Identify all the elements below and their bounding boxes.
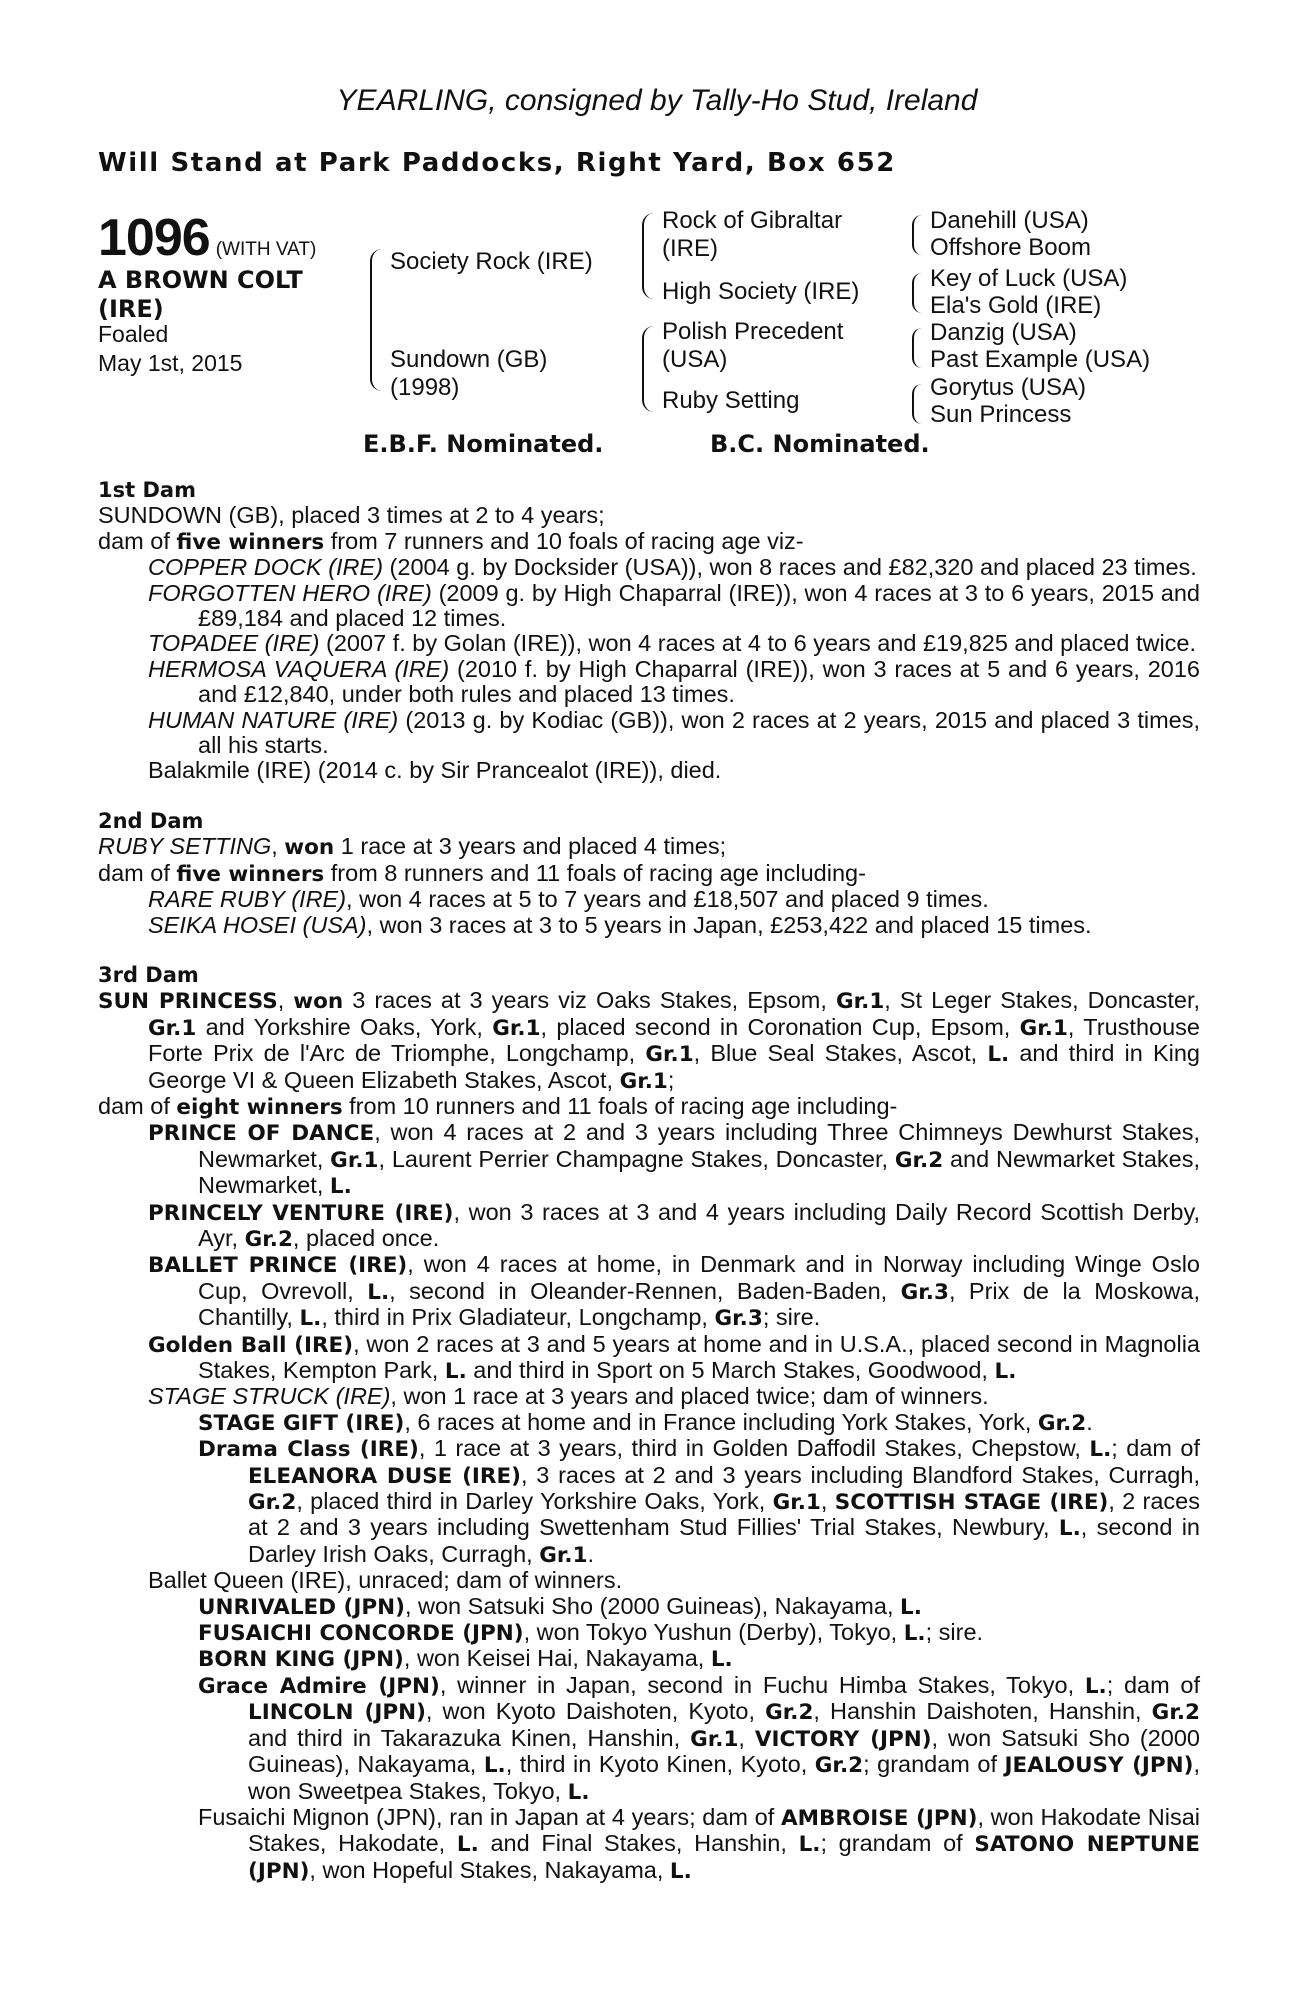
pedigree-brace-1 (370, 249, 384, 391)
produce-entry: STAGE GIFT (IRE), 6 races at home and in France including York Stakes, York, Gr.2. (198, 1408, 1093, 1436)
first-dam-heading: 1st Dam (98, 478, 196, 502)
produce-entry: RARE RUBY (IRE), won 4 races at 5 to 7 years and £18,507 and placed 9 times. (148, 886, 989, 913)
dam-dam: Ruby Setting (662, 387, 800, 414)
produce-entry: SEIKA HOSEI (USA), won 3 races at 3 to 5 years in Japan, £253,422 and placed 15 times. (148, 911, 1092, 938)
dam-name-line2: (1998) (390, 374, 460, 401)
third-dam-heading: 3rd Dam (98, 962, 199, 987)
sire-dam-sire: Key of Luck (USA) (930, 265, 1128, 292)
dam-dam-dam: Sun Princess (930, 401, 1072, 428)
produce-entry: BALLET PRINCE (IRE), won 4 races at home, in Denmark and in Norway including Winge Oslo Cup, Ovrevoll, L., second in Oleander-Rennen, Baden-Baden, Gr.3, Prix de la Moskowa, Chantilly, L., third in Prix Gladiateur, Longchamp, Gr.3; sire. (148, 1251, 1200, 1332)
bc-nomination: B.C. Nominated. (710, 430, 930, 458)
produce-entry: Ballet Queen (IRE), unraced; dam of winners. (148, 1567, 623, 1594)
dam-sire-sire: Danzig (USA) (930, 319, 1077, 346)
lot-desc-line1: A BROWN COLT (98, 266, 303, 294)
pedigree-brace-2a (642, 213, 654, 299)
foaled-label: Foaled (98, 321, 169, 347)
vat-note: (WITH VAT) (215, 239, 317, 260)
produce-entry: Fusaichi Mignon (JPN), ran in Japan at 4 years; dam of AMBROISE (JPN), won Hakodate Nisai Stakes, Hakodate, L. and Final Stakes, Hanshin, L.; grandam of SATONO NEPTUNE (JPN), won Hopeful Stakes, Nakayama, L. (198, 1803, 1200, 1884)
catalogue-body (98, 478, 1200, 1884)
produce-entry: HUMAN NATURE (IRE) (2013 g. by Kodiac (GB)), won 2 races at 2 years, 2015 and placed 3 times, all his starts. (148, 706, 1200, 759)
produce-entry: UNRIVALED (JPN), won Satsuki Sho (2000 Guineas), Nakayama, L. (198, 1592, 922, 1620)
pedigree-brace-2b (642, 326, 654, 412)
sire-name: Society Rock (IRE) (390, 248, 593, 275)
sire-dam: High Society (IRE) (662, 278, 860, 305)
third-dam-line: SUN PRINCESS, won 3 races at 3 years viz Oaks Stakes, Epsom, Gr.1, St Leger Stakes, Doncaster, Gr.1 and Yorkshire Oaks, York, Gr.1, placed second in Coronation Cup, Epsom, Gr.1, Trusthouse Forte Prix de l'Arc de Triomphe, Longchamp, Gr.1, Blue Seal Stakes, Ascot, L. and third in King George VI & Queen Elizabeth Stakes, Ascot, Gr.1; (98, 987, 1200, 1094)
produce-entry: PRINCELY VENTURE (IRE), won 3 races at 3 and 4 years including Daily Record Scottish Derby, Ayr, Gr.2, placed once. (148, 1198, 1200, 1252)
dam-name (390, 346, 547, 402)
foaled-info (98, 320, 242, 378)
sire-dam-dam: Ela's Gold (IRE) (930, 292, 1102, 319)
produce-entry: BORN KING (JPN), won Keisei Hai, Nakayama, L. (198, 1645, 733, 1673)
produce-entry: COPPER DOCK (IRE) (2004 g. by Docksider (USA)), won 8 races and £82,320 and placed 23 times. (148, 554, 1197, 581)
produce-entry: FORGOTTEN HERO (IRE) (2009 g. by High Chaparral (IRE)), won 4 races at 3 to 6 years, 2015 and £89,184 and placed 12 times. (148, 579, 1201, 632)
second-dam-heading: 2nd Dam (98, 808, 204, 833)
sire-sire-dam: Offshore Boom (930, 234, 1091, 261)
produce-entry: HERMOSA VAQUERA (IRE) (2010 f. by High Chaparral (IRE)), won 3 races at 5 and 6 years, 2016 and £12,840, under both rules and placed 13 times. (148, 655, 1200, 708)
pedigree-brace-3d (912, 384, 922, 424)
lot-desc-line2: (IRE) (98, 295, 164, 323)
lot-number: 1096 (98, 209, 210, 267)
produce-entry: Golden Ball (IRE), won 2 races at 3 and 5 years at home and in U.S.A., placed second in Magnolia Stakes, Kempton Park, L. and third in Sport on 5 March Stakes, Goodwood, L. (148, 1330, 1200, 1384)
dam-sire (662, 318, 843, 374)
produce-entry: Balakmile (IRE) (2014 c. by Sir Prancealot (IRE)), died. (148, 757, 722, 784)
dam-name-line1: Sundown (GB) (390, 346, 548, 373)
pedigree-brace-3a (912, 215, 922, 255)
sire-sire-sire: Danehill (USA) (930, 207, 1089, 234)
sire-sire-line2: (IRE) (662, 235, 718, 262)
stand-location: Will Stand at Park Paddocks, Right Yard, Box 652 (98, 148, 896, 178)
dam-sire-line2: (USA) (662, 346, 728, 373)
foaled-date: May 1st, 2015 (98, 350, 243, 376)
pedigree-brace-3b (912, 273, 922, 313)
produce-entry: FUSAICHI CONCORDE (JPN), won Tokyo Yushun (Derby), Tokyo, L.; sire. (198, 1619, 984, 1647)
sale-title: YEARLING, consigned by Tally-Ho Stud, Ireland (336, 84, 978, 117)
second-dam-produce-summary: dam of five winners from 8 runners and 11 foals of racing age including- (98, 859, 866, 887)
lot-description (98, 266, 303, 324)
second-dam-line: RUBY SETTING, won 1 race at 3 years and placed 4 times; (98, 833, 727, 861)
produce-entry: PRINCE OF DANCE, won 4 races at 2 and 3 years including Three Chimneys Dewhurst Stakes, Newmarket, Gr.1, Laurent Perrier Champagne Stakes, Doncaster, Gr.2 and Newmarket Stakes, Newmarket, L. (148, 1119, 1201, 1200)
sire-sire (662, 207, 842, 263)
produce-entry: STAGE STRUCK (IRE), won 1 race at 3 years and placed twice; dam of winners. (148, 1383, 989, 1410)
first-dam-produce-summary: dam of five winners from 7 runners and 10 foals of racing age viz- (98, 527, 804, 555)
lot-header (98, 208, 316, 268)
ebf-nomination: E.B.F. Nominated. (363, 430, 604, 458)
dam-sire-dam: Past Example (USA) (930, 346, 1151, 373)
produce-entry: TOPADEE (IRE) (2007 f. by Golan (IRE)), won 4 races at 4 to 6 years and £19,825 and placed twice. (148, 630, 1197, 657)
dam-sire-line1: Polish Precedent (662, 318, 844, 345)
dam-dam-sire: Gorytus (USA) (930, 374, 1087, 401)
sire-sire-line1: Rock of Gibraltar (662, 207, 843, 234)
first-dam-line: SUNDOWN (GB), placed 3 times at 2 to 4 years; (98, 502, 605, 529)
pedigree-brace-3c (912, 328, 922, 368)
produce-entry: Grace Admire (JPN), winner in Japan, second in Fuchu Himba Stakes, Tokyo, L.; dam of LINCOLN (JPN), won Kyoto Daishoten, Kyoto, Gr.2, Hanshin Daishoten, Hanshin, Gr.2 and third in Takarazuka Kinen, Hanshin, Gr.1, VICTORY (JPN), won Satsuki Sho (2000 Guineas), Nakayama, L., third in Kyoto Kinen, Kyoto, Gr.2; grandam of JEALOUSY (JPN), won Sweetpea Stakes, Tokyo, L. (198, 1671, 1201, 1805)
produce-entry: Drama Class (IRE), 1 race at 3 years, third in Golden Daffodil Stakes, Chepstow, L.; dam of ELEANORA DUSE (IRE), 3 races at 2 and 3 years including Blandford Stakes, Curragh, Gr.2, placed third in Darley Yorkshire Oaks, York, Gr.1, SCOTTISH STAGE (IRE), 2 races at 2 and 3 years including Swettenham Stud Fillies' Trial Stakes, Newbury, L., second in Darley Irish Oaks, Curragh, Gr.1. (198, 1435, 1201, 1568)
third-dam-produce-summary: dam of eight winners from 10 runners and 11 foals of racing age including- (98, 1092, 898, 1120)
